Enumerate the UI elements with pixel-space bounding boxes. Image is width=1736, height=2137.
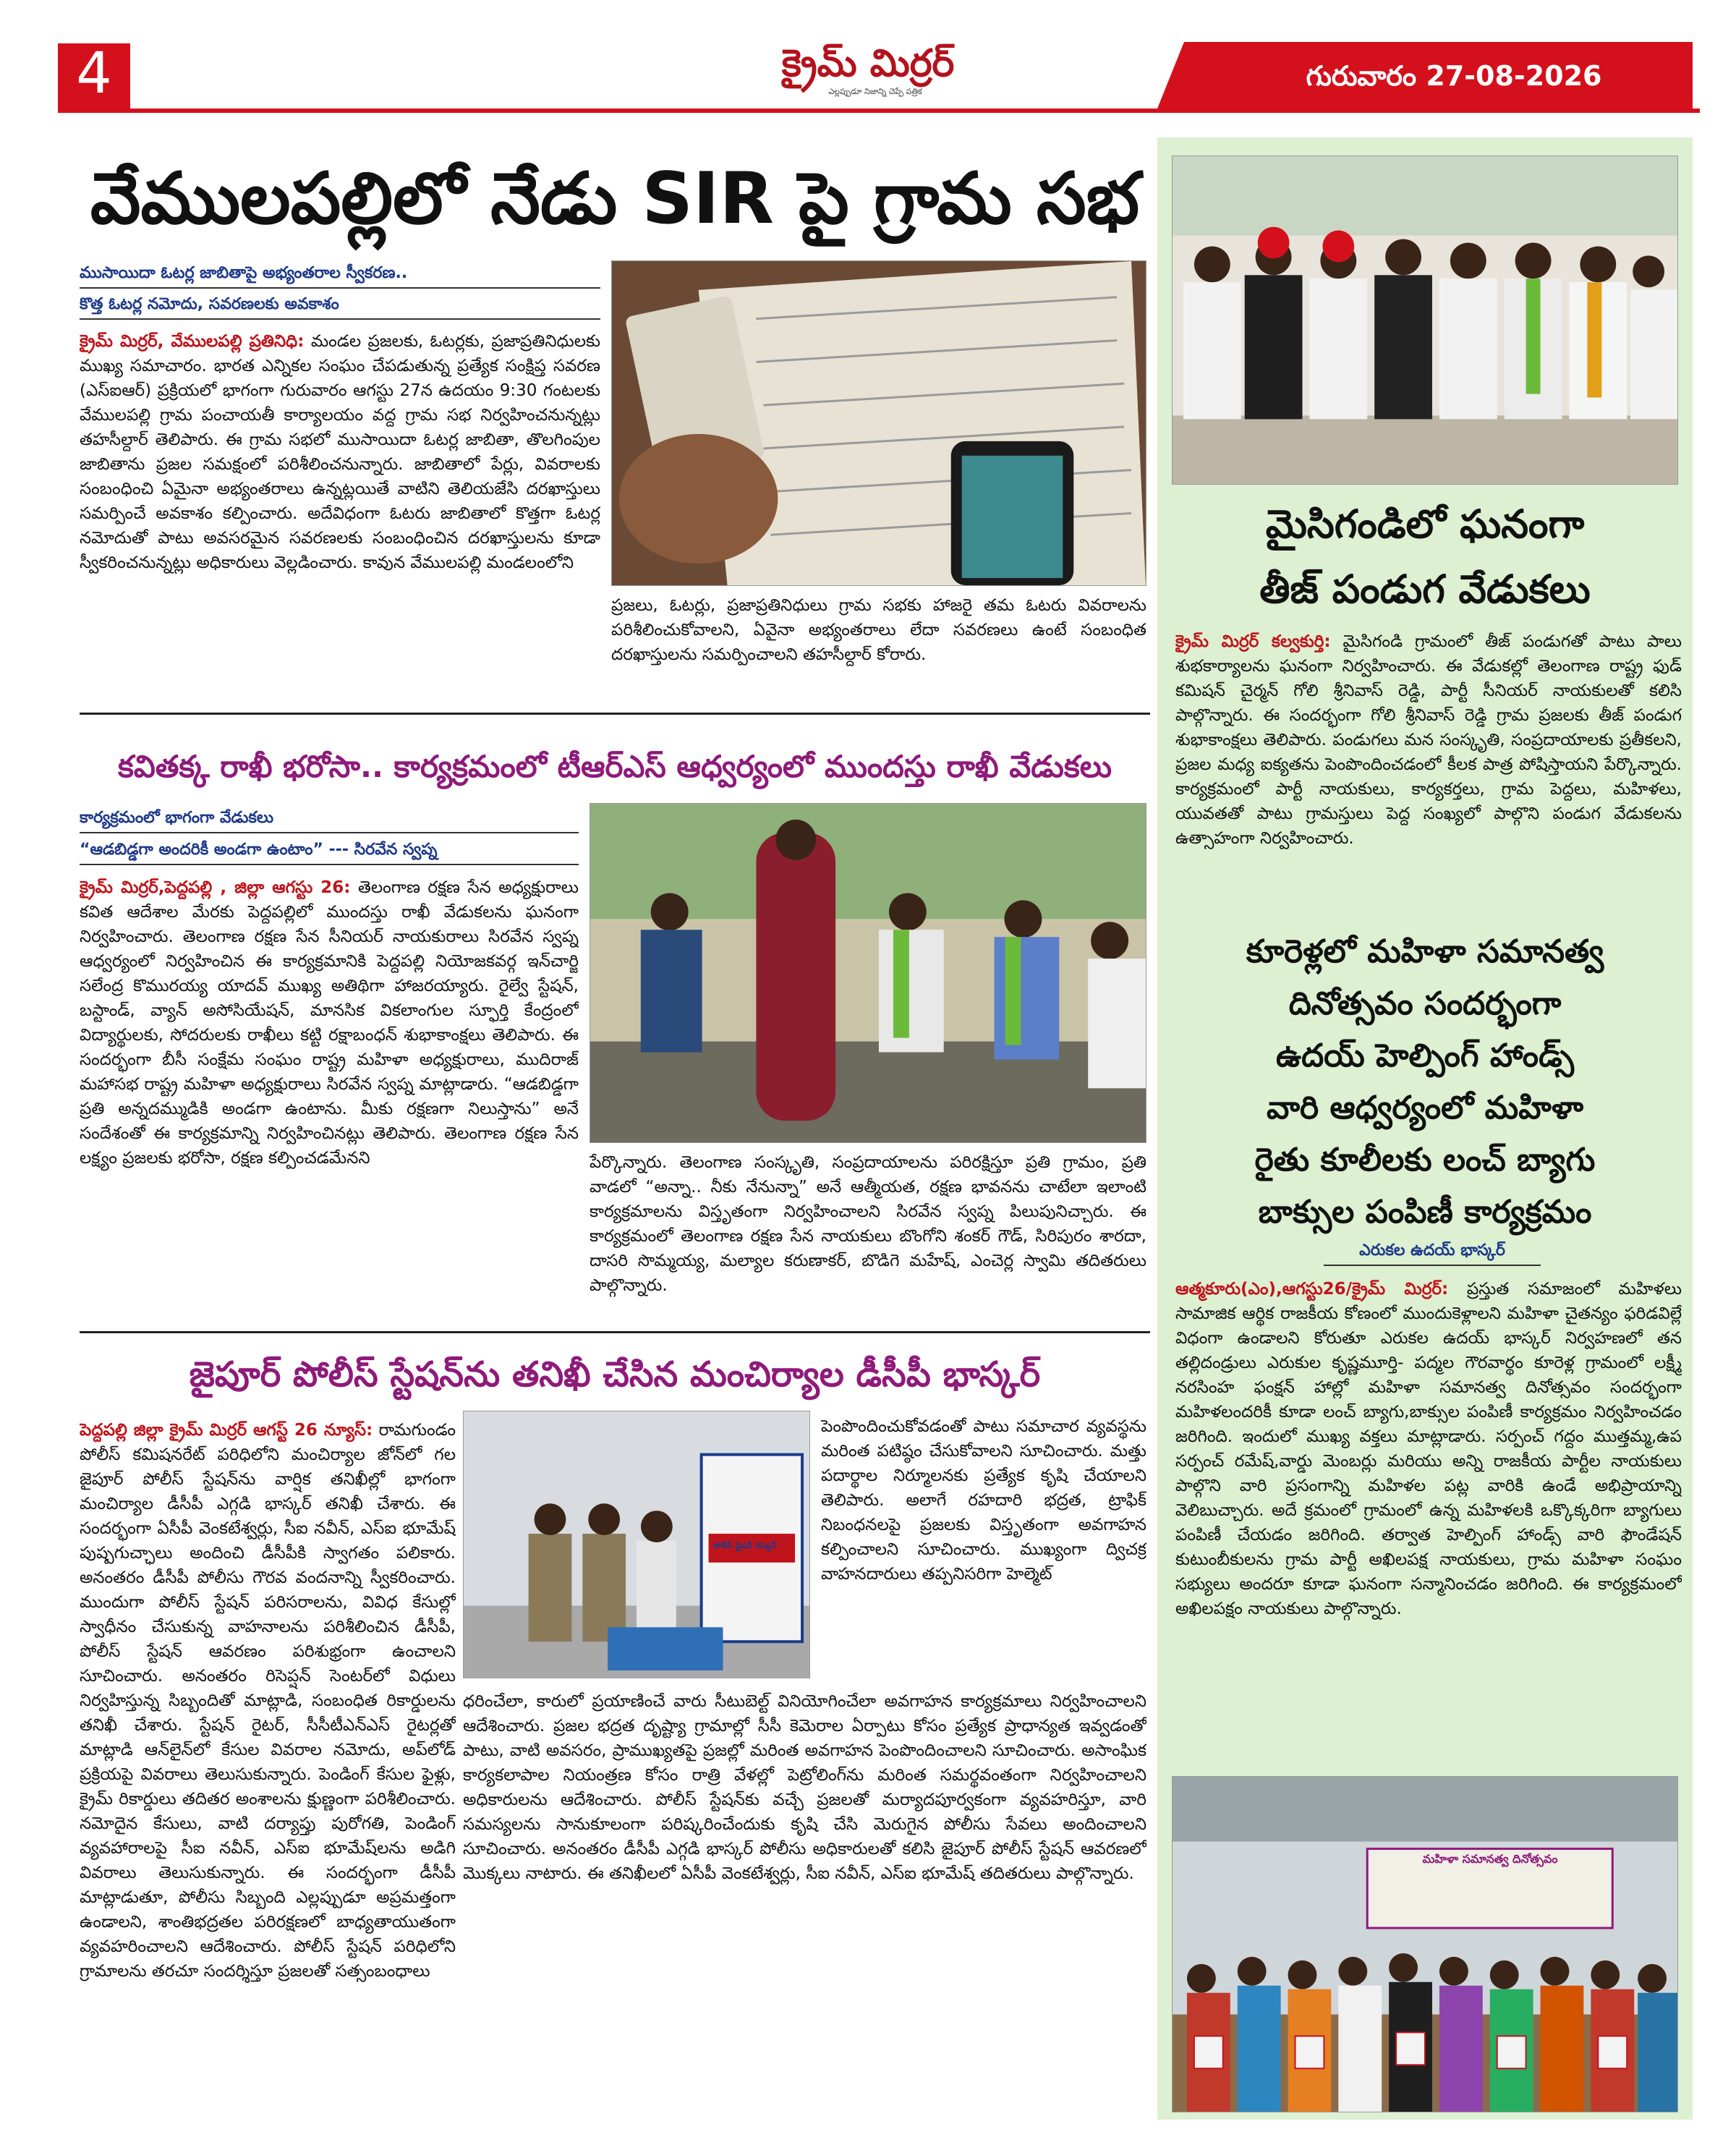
article2-subhead-2: “ఆడబిడ్డగా అందరికీ అండగా ఉంటాం” --- సిరవేన స్వప్న — [80, 841, 579, 865]
article3-text-right: ధరించేలా, కారులో ప్రయాణించే వారు సీటుబెల్ట్ వినియోగించేలా అవగాహన కార్యక్రమాలు నిర్వహించాలని ఆదేశించారు. ప్రజల భద్రత దృష్ట్యా గ్రామాల్లో సీసీ కెమెరాల ఏర్పాటు కోసం ప్రత్యేక ప్రాధాన్యత ఇవ్వడంతో పాటు, వాటి అవసరం, ప్రాముఖ్యతపై ప్రజల్లో మరింత అవగాహన పెంపొందించాలని సూచించారు. అసాంఘిక కార్యకలాపాల నియంత్రణ కోసం రాత్రి వేళల్లో పెట్రోలింగ్‌ను మరింత సమర్థవంతంగా నిర్వహించాలని అధికారులను ఆదేశించారు. పోలీస్ స్టేషన్‌కు వచ్చే ప్రజలతో మర్యాదపూర్వకంగా వ్యవహరిస్తూ, వారి సమస్యలను సానుకూలంగా పరిష్కరించేందుకు కృషి చేసి మెరుగైన పోలీసు సేవలు అందించాలని సూచించారు. అనంతరం డీసీపీ ఎగ్గడి భాస్కర్ పోలీసు అధికారులతో కలిసి జైపూర్ పోలీస్ స్టేషన్ ఆవరణలో మొక్కలు నాటారు. ఈ తనిఖీలలో ఏసీపీ వెంకటేశ్వర్లు, సీఐ నవీన్, ఎస్ఐ భూమేష్ తదితరులు పాల్గొన్నారు. — [463, 1692, 1146, 1883]
page-number: 4 — [76, 41, 112, 106]
article2-text-left: తెలంగాణ రక్షణ సేన అధ్యక్షురాలు కవిత ఆదేశాల మేరకు పెద్దపల్లిలో ముందస్తు రాఖీ వేడుకలను ఘనంగా నిర్వహించారు. తెలంగాణ రక్షణ సేన సీనియర్ నాయకురాలు సిరవేన స్వప్న ఆధ్వర్యంలో నిర్వహించిన ఈ కార్యక్రమానికి పెద్దపల్లి నియోజకవర్గ ఇన్‌చార్జి సలేంద్ర కొమురయ్య యాదవ్ ముఖ్య అతిథిగా హాజరయ్యారు. రైల్వే స్టేషన్, బస్టాండ్, వ్యాన్ అసోసియేషన్, మానసిక వికలాంగుల స్ఫూర్తి కేంద్రంలో విద్యార్థులకు, సోదరులకు రాఖీలు కట్టి రక్షాబంధన్ శుభాకాంక్షలు తెలిపారు. ఈ సందర్భంగా బీసీ సంక్షేమ సంఘం రాష్ట్ర మహిళా అధ్యక్షురాలు, ముదిరాజ్ మహాసభ రాష్ట్ర మహిళా అధ్యక్షురాలు సిరవేన స్వప్న మాట్లాడారు. “ఆడబిడ్డగా ప్రతి అన్నదమ్ముడికి అండగా ఉంటాను. మీకు రక్షణగా నిలుస్తాను” అనే సందేశంతో ఈ కార్యక్రమాన్ని నిర్వహించినట్లు తెలిపారు. తెలంగాణ రక్షణ సేన లక్ష్యం ప్రజలకు భరోసా, రక్షణ కల్పించడమేనని — [80, 878, 579, 1168]
sidebar2-headline-line2: దినోత్సవం సందర్భంగా — [1288, 985, 1562, 1022]
masthead-logo: క్రైమ్ మిర్రర్ — [781, 42, 955, 85]
article2-subhead-1: కార్యక్రమంలో భాగంగా వేడుకలు — [80, 809, 579, 833]
article1-subhead-2: కొత్త ఓటర్ల నమోదు, సవరణలకు అవకాశం — [80, 295, 600, 320]
sidebar2-headline-line5: రైతు కూలీలకు లంచ్ బ్యాగు — [1254, 1142, 1596, 1178]
sidebar2-headline-line1: కూరెళ్లలో మహిళా సమానత్వ — [1246, 933, 1604, 970]
article2-photo-rakhi-event — [590, 803, 1146, 1143]
sidebar1-text: మైసిగండి గ్రామంలో తీజ్ పండుగతో పాటు పాలు శుభకార్యాలను ఘనంగా నిర్వహించారు. ఈ వేడుకల్లో తెలంగాణ రాష్ట్ర ఫుడ్ కమిషన్ చైర్మన్ గోలి శ్రీనివాస్ రెడ్డి, పార్టీ సీనియర్ నాయకులతో కలిసి పాల్గొన్నారు. ఈ సందర్భంగా గోలి శ్రీనివాస్ రెడ్డి గ్రామ ప్రజలకు తీజ్ పండుగ శుభాకాంక్షలు తెలిపారు. పండుగలు మన సంస్కృతి, సంప్రదాయాలకు ప్రతీకలని, ప్రజల మధ్య ఐక్యతను పెంపొందించడంలో కీలక పాత్ర పోషిస్తాయని పేర్కొన్నారు. కార్యక్రమంలో పార్టీ నాయకులు, కార్యకర్తలు, గ్రామ పెద్దలు, మహిళలు, యువతతో పాటు గ్రామస్తులు పెద్ద సంఖ్యలో పాల్గొని పండుగ వేడుకలను ఉత్సాహంగా నిర్వహించారు. — [1175, 632, 1682, 848]
sidebar2-text: ప్రస్తుత సమాజంలో మహిళలు సామాజిక ఆర్థిక రాజకీయ కోణంలో ముందుకెళ్లాలని మహిళా చైతన్యం ఫరిడవిల్లే విధంగా ఉండాలని కోరుతూ ఎరుకల ఉదయ్ భాస్కర్ నిర్వహణలో తన తల్లిదండ్రులు ఎరుకుల కృష్ణమూర్తి- పద్మల గౌరవార్థం కూరెళ్ల గ్రామంలో లక్ష్మీ నరసింహ ఫంక్షన్ హాల్లో మహిళా సమానత్వ దినోత్సవం సందర్భంగా మహిళలందరికీ కూడా లంచ్ బ్యాగు,బాక్సుల పంపిణీ కార్యక్రమం నిర్వహించడం జరిగింది. ఇందులో ముఖ్య వక్తలు మాట్లాడారు. సర్పంచ్ గద్దం ముత్తమ్మ,ఉప సర్పంచ్ రమేష్,వార్డు మెంబర్లు మరియు అన్ని రాజకీయ పార్టీల నాయకులు పాల్గొని వారి ప్రసంగాన్ని మహిళల పట్ల వారికి ఉండే అభిప్రాయాన్ని వెలిబుచ్చారు. అదే క్రమంలో గ్రామంలో ఉన్న మహిళలకి ఒక్కొక్కరిగా బ్యాగులు పంపిణీ చేయడం జరిగింది. తర్వాత హెల్పింగ్ హాండ్స్ వారి ఫౌండేషన్ కుటుంబీకులను గ్రామ పార్టీ అఖిలపక్ష నాయకులు, గ్రామ మహిళా సంఘం సభ్యులు అందరూ కూడా ఘనంగా సన్మానించడం జరిగింది. ఈ కార్యక్రమంలో అఖిలపక్షం నాయకులు పాల్గొన్నారు. — [1175, 1280, 1682, 1618]
sidebar1-photo-teej — [1172, 156, 1678, 485]
issue-date: గురువారం 27-08-2026 — [1306, 60, 1602, 92]
sidebar1-headline-line1: మైసిగండిలో ఘనంగా — [1265, 501, 1585, 547]
article1-divider — [80, 713, 1150, 715]
article1-dateline: క్రైమ్ మిర్రర్, వేములపల్లి ప్రతినిధి: — [80, 332, 305, 351]
article2-text-right: పేర్కొన్నారు. తెలంగాణ సంస్కృతి, సంప్రదాయాలను పరిరక్షిస్తూ ప్రతి గ్రామం, ప్రతి వాడలో “అన్నా.. నీకు నేనున్నా” అనే ఆత్మీయత, రక్షణ భావనను చాటేలా ఇలాంటి కార్యక్రమాలను విస్తృతంగా నిర్వహించాలని సిరవేన స్వప్న పిలుపునిచ్చారు. ఈ కార్యక్రమంలో తెలంగాణ రక్షణ సేన నాయకులు బొంగోని శంకర్ గౌడ్, సిరిపురం శారదా, దాసరి సొమ్మయ్య, మల్యాల కరుణాకర్, బొడిగె మహేష్, ఎంచెర్ల స్వామి తదితరులు పాల్గొన్నారు. — [590, 1153, 1146, 1295]
sidebar2-dateline: ఆత్మకూరు(ఎం),ఆగస్టు26/క్రైమ్ మిర్రర్: — [1175, 1280, 1449, 1299]
article3-body-left — [80, 1418, 456, 2112]
article3-dateline: పెద్దపల్లి జిల్లా క్రైమ్ మిర్రర్ ఆగస్ట్ 26 న్యూస్: — [80, 1421, 373, 1440]
article2-divider — [80, 1331, 1150, 1333]
sidebar2-byline: ఎరుకల ఉదయ్ భాస్కర్ — [1324, 1241, 1541, 1266]
photo-banner-text: మహిళా సమానత్వ దినోత్సవం — [1422, 1852, 1558, 1866]
sidebar2-photo-women-group — [1172, 1776, 1678, 2112]
article1-photo-voter-list — [611, 260, 1146, 586]
article3-text-left: రామగుండం పోలీస్ కమిషనరేట్ పరిధిలోని మంచిర్యాల జోన్‌లో గల జైపూర్ పోలీస్ స్టేషన్‌ను వార్షిక తనిఖీల్లో భాగంగా మంచిర్యాల డీసీపీ ఎగ్గడి భాస్కర్ తనిఖీ చేశారు. ఈ సందర్భంగా ఏసీపీ వెంకటేశ్వర్లు, సీఐ నవీన్, ఎస్ఐ భూమేష్ పుష్పగుచ్ఛాలు అందించి డీసీపీకి స్వాగతం పలికారు. అనంతరం డీసీపీ పోలీసు గౌరవ వందనాన్ని స్వీకరించారు. ముందుగా పోలీస్ స్టేషన్ పరిసరాలను, వివిధ కేసుల్లో స్వాధీనం చేసుకున్న వాహనాలను పరిశీలించిన డీసీపీ, పోలీస్ స్టేషన్ ఆవరణం పరిశుభ్రంగా ఉంచాలని సూచించారు. అనంతరం రిసెప్షన్ సెంటర్‌లో విధులు నిర్వహిస్తున్న సిబ్బందితో మాట్లాడి, సంబంధిత రికార్డులను తనిఖీ చేశారు. స్టేషన్ రైటర్, సీసీటీఎన్ఎస్ రైటర్లతో మాట్లాడి ఆన్‌లైన్‌లో కేసుల వివరాల నమోదు, అప్‌లోడ్ ప్రక్రియపై వివరాలు తెలుసుకున్నారు. పెండింగ్ కేసుల ఫైళ్లు, క్రైమ్ రికార్డులు తదితర అంశాలను క్షుణ్ణంగా పరిశీలించారు. నమోదైన కేసులు, వాటి దర్యాప్తు పురోగతి, పెండింగ్ వ్యవహారాలపై సీఐ నవీన్, ఎస్ఐ భూమేష్‌లను అడిగి వివరాలు తెలుసుకున్నారు. ఈ సందర్భంగా డీసీపీ మాట్లాడుతూ, పోలీసు సిబ్బంది ఎల్లప్పుడూ అప్రమత్తంగా ఉండాలని, శాంతిభద్రతల పరిరక్షణలో బాధ్యతాయుతంగా వ్యవహరించాలని ఆదేశించారు. పోలీస్ స్టేషన్ పరిధిలోని గ్రామాలను తరచూ సందర్శిస్తూ ప్రజలతో సత్సంబంధాలు — [80, 1421, 456, 1981]
article2-dateline: క్రైమ్ మిర్రర్,పెద్దపల్లి , జిల్లా ఆగస్టు 26: — [80, 878, 351, 897]
article2-headline: కవితక్క రాఖీ భరోసా.. కార్యక్రమంలో టీఆర్ఎస్ ఆధ్వర్యంలో ముందస్తు రాఖీ వేడుకలు — [117, 749, 1112, 784]
sidebar2-headline-line3: ఉదయ్ హెల్పింగ్ హాండ్స్ — [1275, 1037, 1575, 1074]
sidebar2-headline-line6: బాక్సుల పంపిణీ కార్యక్రమం — [1258, 1194, 1592, 1231]
police-reception-sign: పోలీస్ స్టేషన్ రిసెప్షన్ — [713, 1541, 777, 1550]
article1-text-right: ప్రజలు, ఓటర్లు, ప్రజాప్రతినిధులు గ్రామ సభకు హాజరై తమ ఓటరు వివరాలను పరిశీలించుకోవాలని, ఏవైనా అభ్యంతరాలు లేదా సవరణలు ఉంటే సంబంధిత దరఖాస్తులను సమర్పించాలని తహసీల్దార్ కోరారు. — [611, 596, 1146, 664]
header-rule — [58, 109, 1700, 113]
sidebar1-dateline: క్రైమ్ మిర్రర్ కల్వకుర్తి: — [1175, 632, 1331, 651]
article3-headline: జైపూర్ పోలీస్ స్టేషన్‌ను తనిఖీ చేసిన మంచిర్యాల డీసీపీ భాస్కర్ — [189, 1354, 1041, 1395]
sidebar2-headline-line4: వారి ఆధ్వర్యంలో మహిళా — [1266, 1089, 1584, 1126]
article1-text-left: మండల ప్రజలకు, ఓటర్లకు, ప్రజాప్రతినిధులకు ముఖ్య సమాచారం. భారత ఎన్నికల సంఘం చేపడుతున్న ప్రత్యేక సంక్షిప్త సవరణ (ఎస్ఐఆర్) ప్రక్రియలో భాగంగా గురువారం ఆగస్టు 27న ఉదయం 9:30 గంటలకు వేములపల్లి గ్రామ పంచాయతీ కార్యాలయం వద్ద గ్రామ సభ నిర్వహించనున్నట్లు తహసీల్దార్ తెలిపారు. ఈ గ్రామ సభలో ముసాయిదా ఓటర్ల జాబితా, తొలగింపుల జాబితాను ప్రజల సమక్షంలో పరిశీలించనున్నారు. జాబితాలో పేర్లు, వివరాలకు సంబంధించి ఏమైనా అభ్యంతరాలు ఉన్నట్లయితే వాటిని తెలియజేసి దరఖాస్తులు సమర్పించే అవకాశం కల్పించారు. అదేవిధంగా ఓటరు జాబితాలో కొత్తగా ఓటర్ల నమోదుతో పాటు అవసరమైన సవరణలకు సంబంధించిన దరఖాస్తులను కూడా స్వీకరించనున్నట్లు అధికారులు వెల్లడించారు. కావున వేములపల్లి మండలంలోని — [80, 332, 600, 572]
sidebar2-body — [1175, 1277, 1682, 1769]
article1-body-left — [80, 329, 600, 705]
article1-subhead-1: ముసాయిదా ఓటర్ల జాబితాపై అభ్యంతరాల స్వీకరణ.. — [80, 264, 600, 289]
sidebar1-body — [1175, 629, 1682, 919]
article1-headline: వేములపల్లిలో నేడు SIR పై గ్రామ సభ — [90, 158, 1140, 240]
masthead-tagline: ఎల్లప్పుడూ నిజాన్ని చెప్పే పత్రిక — [828, 87, 922, 96]
article3-text-mid: పెంపొందించుకోవడంతో పాటు సమాచార వ్యవస్థను మరింత పటిష్ఠం చేసుకోవాలని సూచించారు. మత్తు పదార్థాల నిర్మూలనకు ప్రత్యేక కృషి చేయాలని తెలిపారు. అలాగే రహదారి భద్రత, ట్రాఫిక్ నిబంధనలపై ప్రజలకు విస్తృతంగా అవగాహన కల్పించాలని సూచించారు. ముఖ్యంగా ద్విచక్ర వాహనదారులు తప్పనిసరిగా హెల్మెట్ — [821, 1417, 1146, 1584]
article2-body-left — [80, 875, 579, 1309]
sidebar1-headline-line2: తీజ్ పండుగ వేడుకలు — [1259, 566, 1591, 612]
